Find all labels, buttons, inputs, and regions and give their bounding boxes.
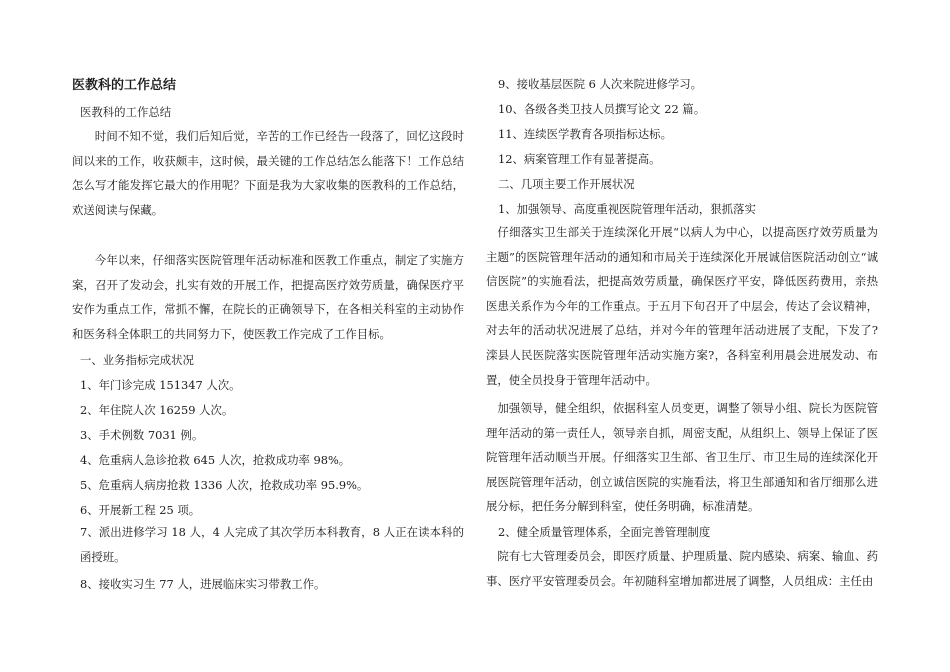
list-item: 10、各级各类卫技人员撰写论文 22 篇。 (498, 102, 706, 116)
list-item: 8、接收实习生 77 人，进展临床实习带教工作。 (80, 577, 326, 591)
section-heading-1: 一、业务指标完成状况 (80, 353, 194, 367)
section-heading-2: 二、几项主要工作开展状况 (498, 177, 635, 191)
paragraph-1: 仔细落实卫生部关于连续深化开展“以病人为中心，以提高医疗效劳质量为主题”的医院管理年活动的通知和市局关于连续深化开展诚信医院活动创立“诚信医院”的实施看法，把提高效劳质量，确保医疗平安，降低医药费用，亲热医患关系作为今年的工作重点。于五月下旬召开了中层会，传达了会议精神，对去年的活动状况进展了总结，并对今年的管理年活动进展了支配，下发了?滦县人民医院落实医院管理年活动实施方案?，各科室利用晨会进展发动、布置，使全员投身于管理年活动中。 (486, 225, 878, 387)
document-title: 医教科的工作总结 (72, 78, 177, 93)
paragraph-2: 加强领导，健全组织，依据科室人员变更，调整了领导小组、院长为医院管理年活动的第一责任人，领导亲自抓，周密支配，从组织上、领导上保证了医院管理年活动顺当开展。仔细落实卫生部、省卫生厅、市卫生局的连续深化开展医院管理年活动，创立诚信医院的实施看法，将卫生部通知和省厅细那么进展分标，把任务分解到科室，使任务明确，标准清楚。 (486, 401, 878, 514)
list-item: 12、病案管理工作有显著提高。 (498, 152, 661, 166)
subsection-heading-1: 1、加强领导、高度重视医院管理年活动，狠抓落实 (498, 202, 756, 216)
list-item: 5、危重病人病房抢救 1336 人次，抢救成功率 95.9%。 (80, 478, 369, 492)
paragraph-3: 院有七大管理委员会，即医疗质量、护理质量、院内感染、病案、输血、药事、医疗平安管理委员会。年初随科室增加都进展了调整，人员组成：主任由 (486, 549, 878, 588)
list-item: 11、连续医学教育各项指标达标。 (498, 127, 672, 141)
list-item: 6、开展新工程 25 项。 (80, 503, 201, 517)
list-item: 2、年住院人次 16259 人次。 (80, 403, 234, 417)
body-paragraph: 今年以来，仔细落实医院管理年活动标准和医教工作重点，制定了实施方案，召开了发动会，扎实有效的开展工作，把提高医疗效劳质量，确保医疗平安作为重点工作，常抓不懈，在院长的正确领导下，在各相关科室的主动协作和医务科全体职工的共同努力下，使医教工作完成了工作目标。 (72, 253, 464, 341)
list-item: 9、接收基层医院 6 人次来院进修学习。 (498, 77, 702, 91)
subsection-heading-2: 2、健全质量管理体系，全面完善管理制度 (498, 525, 711, 539)
list-item: 1、年门诊完成 151347 人次。 (80, 378, 241, 392)
subtitle: 医教科的工作总结 (80, 105, 172, 119)
list-item: 7、派出进修学习 18 人，4 人完成了其次学历本科教育，8 人正在读本科的函授班。 (80, 525, 464, 564)
list-item: 4、危重病人急诊抢救 645 人次，抢救成功率 98%。 (80, 453, 351, 467)
intro-paragraph: 时间不知不觉，我们后知后觉，辛苦的工作已经告一段落了，回忆这段时间以来的工作，收获颇丰，这时候，最关键的工作总结怎么能落下！工作总结怎么写才能发挥它最大的作用呢？下面是我为大家收集的医教科的工作总结，欢送阅读与保藏。 (72, 129, 464, 217)
list-item: 3、手术例数 7031 例。 (80, 428, 204, 442)
